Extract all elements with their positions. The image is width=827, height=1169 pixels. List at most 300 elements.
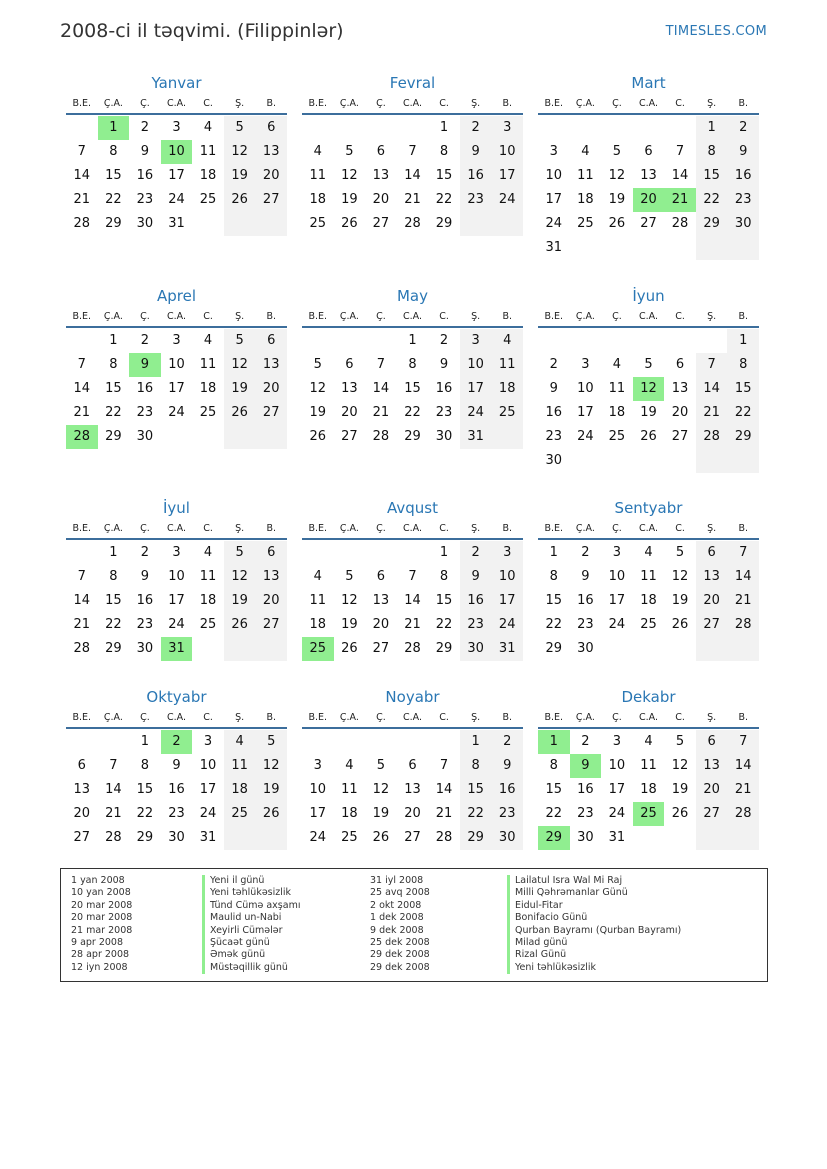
- day-cell: 8: [549, 758, 558, 773]
- legend-holiday-name: Yeni təhlükəsizlik: [507, 962, 681, 974]
- month-block: [538, 285, 759, 473]
- day-cell: 17: [168, 593, 185, 608]
- weekday-header: [302, 708, 523, 729]
- day-cell: 7: [109, 758, 118, 773]
- weekday-label: Ş.: [707, 311, 717, 322]
- day-cell: 2: [581, 734, 590, 749]
- empty-cell: [633, 449, 665, 473]
- month-block: [302, 686, 523, 850]
- legend-holiday-name: Müstəqillik günü: [202, 962, 300, 974]
- day-cell: 27: [341, 429, 358, 444]
- weekday-header: [302, 307, 523, 328]
- month-name: May: [396, 287, 428, 305]
- day-cell: 2: [140, 333, 150, 348]
- day-cell: 24: [491, 613, 523, 637]
- day-grid: [538, 730, 759, 850]
- legend-holiday-name: Bonifacio Günü: [507, 912, 681, 924]
- month-block: [66, 497, 287, 661]
- weekday-label: Ç.: [612, 311, 622, 322]
- day-cell: 11: [199, 144, 217, 159]
- day-cell: 4: [491, 329, 523, 353]
- day-cell: 14: [404, 593, 421, 608]
- day-cell: 1: [408, 333, 417, 348]
- day-cell: 5: [255, 730, 287, 754]
- day-cell: 13: [671, 381, 689, 396]
- day-cell: 5: [224, 116, 256, 140]
- day-cell: 5: [224, 541, 256, 565]
- day-cell: 25: [640, 617, 657, 632]
- weekday-label: B.: [502, 311, 513, 322]
- day-cell: 12: [671, 758, 689, 773]
- day-cell: 31: [608, 830, 626, 845]
- day-cell: 5: [612, 144, 622, 159]
- month-name: Sentyabr: [614, 499, 683, 517]
- weekday-label: Ç.: [140, 311, 150, 322]
- day-grid: [302, 730, 523, 850]
- day-cell: 17: [199, 782, 217, 797]
- weekday-label: Ş.: [471, 311, 481, 322]
- day-cell: 3: [491, 541, 523, 565]
- day-cell: 21: [73, 192, 91, 207]
- empty-cell: [255, 826, 287, 850]
- day-cell: 4: [644, 545, 653, 560]
- weekday-label: Ç.: [376, 523, 386, 534]
- day-cell: 14: [73, 381, 91, 396]
- day-cell: 11: [309, 168, 327, 183]
- weekday-label: B.E.: [544, 712, 564, 723]
- day-cell: 18: [199, 593, 217, 608]
- day-cell: 25: [633, 802, 665, 826]
- day-cell: 30: [545, 453, 563, 468]
- empty-cell: [334, 116, 366, 140]
- day-cell: 1: [140, 734, 150, 749]
- day-cell: 11: [199, 357, 217, 372]
- month-block: [538, 497, 759, 661]
- day-cell: 24: [168, 617, 185, 632]
- day-cell: 27: [73, 830, 91, 845]
- day-cell: 17: [168, 381, 185, 396]
- weekday-label: Ç.A.: [575, 311, 595, 322]
- day-cell: 10: [608, 758, 626, 773]
- day-cell: 30: [577, 830, 594, 845]
- weekday-label: C.A.: [403, 523, 423, 534]
- weekday-label: C.A.: [639, 311, 659, 322]
- day-cell: 8: [140, 758, 150, 773]
- weekday-label: Ç.: [376, 712, 386, 723]
- day-cell: 22: [435, 617, 453, 632]
- day-cell: 21: [435, 806, 453, 821]
- day-cell: 5: [313, 357, 322, 372]
- weekday-label: Ç.: [612, 523, 622, 534]
- day-cell: 9: [570, 754, 602, 778]
- day-cell: 13: [696, 565, 728, 589]
- day-cell: 14: [404, 168, 421, 183]
- day-cell: 23: [435, 405, 453, 420]
- day-cell: 30: [727, 212, 759, 236]
- day-cell: 22: [105, 617, 122, 632]
- day-grid: [538, 329, 759, 473]
- day-grid: [66, 329, 287, 449]
- weekday-label: B.: [266, 712, 277, 723]
- empty-cell: [696, 637, 728, 661]
- day-cell: 8: [696, 140, 728, 164]
- day-cell: 9: [460, 565, 492, 589]
- day-cell: 15: [727, 377, 759, 401]
- month-block: [538, 686, 759, 850]
- day-cell: 27: [372, 216, 390, 231]
- day-cell: 12: [224, 353, 256, 377]
- day-cell: 28: [73, 216, 91, 231]
- legend-holiday-name: Xeyirli Cümələr: [202, 925, 300, 937]
- legend-holiday-name: Qurban Bayramı (Qurban Bayramı): [507, 925, 681, 937]
- day-cell: 11: [224, 754, 256, 778]
- day-cell: 24: [577, 429, 594, 444]
- weekday-label: B.E.: [544, 98, 564, 109]
- day-cell: 16: [136, 381, 154, 396]
- day-cell: 24: [168, 192, 185, 207]
- day-cell: 6: [696, 541, 728, 565]
- day-cell: 11: [640, 758, 657, 773]
- weekday-label: C.: [203, 98, 213, 109]
- holiday-legend: [60, 868, 768, 982]
- day-cell: 12: [224, 140, 256, 164]
- day-cell: 8: [439, 144, 449, 159]
- day-cell: 9: [491, 754, 523, 778]
- day-cell: 14: [372, 381, 390, 396]
- day-cell: 29: [435, 641, 453, 656]
- day-cell: 5: [644, 357, 653, 372]
- month-name: İyul: [163, 499, 190, 517]
- day-cell: 24: [168, 405, 185, 420]
- month-block: [66, 285, 287, 449]
- weekday-label: B.E.: [72, 523, 92, 534]
- day-cell: 4: [203, 545, 213, 560]
- weekday-header: [538, 708, 759, 729]
- day-cell: 29: [460, 826, 492, 850]
- day-cell: 27: [696, 613, 728, 637]
- day-cell: 4: [345, 758, 354, 773]
- day-cell: 31: [168, 216, 185, 231]
- day-cell: 19: [224, 377, 256, 401]
- day-cell: 30: [136, 429, 154, 444]
- day-cell: 24: [491, 188, 523, 212]
- empty-cell: [633, 329, 665, 353]
- weekday-header: [66, 307, 287, 328]
- empty-cell: [397, 116, 429, 140]
- day-cell: 11: [640, 569, 657, 584]
- day-cell: 28: [66, 425, 98, 449]
- day-cell: 3: [203, 734, 213, 749]
- day-cell: 22: [460, 802, 492, 826]
- day-cell: 26: [224, 613, 256, 637]
- weekday-label: Ş.: [235, 712, 245, 723]
- month-name: Aprel: [156, 287, 197, 305]
- empty-cell: [224, 212, 256, 236]
- day-cell: 9: [140, 144, 150, 159]
- weekday-header: [66, 708, 287, 729]
- legend-date: 10 yan 2008: [71, 887, 131, 899]
- day-cell: 1: [549, 545, 558, 560]
- weekday-label: C.: [675, 523, 685, 534]
- day-cell: 1: [460, 730, 492, 754]
- day-cell: 2: [140, 120, 150, 135]
- day-cell: 10: [491, 565, 523, 589]
- weekday-label: C.: [203, 523, 213, 534]
- empty-cell: [365, 116, 397, 140]
- day-cell: 27: [671, 429, 689, 444]
- day-cell: 25: [199, 617, 217, 632]
- day-cell: 29: [538, 826, 570, 850]
- weekday-header: [66, 519, 287, 540]
- day-cell: 27: [255, 188, 287, 212]
- day-cell: 9: [140, 569, 150, 584]
- day-cell: 25: [608, 429, 626, 444]
- weekday-label: Ş.: [235, 523, 245, 534]
- day-cell: 15: [545, 782, 563, 797]
- day-cell: 21: [105, 806, 122, 821]
- day-cell: 6: [376, 144, 386, 159]
- day-cell: 16: [491, 778, 523, 802]
- day-cell: 4: [313, 569, 322, 584]
- brand-link[interactable]: TIMESLES.COM: [665, 24, 767, 39]
- weekday-label: B.E.: [544, 523, 564, 534]
- weekday-label: Ş.: [707, 712, 717, 723]
- day-cell: 16: [577, 782, 594, 797]
- day-cell: 30: [491, 826, 523, 850]
- day-cell: 25: [224, 802, 256, 826]
- empty-cell: [696, 236, 728, 260]
- weekday-label: B.E.: [308, 311, 328, 322]
- empty-cell: [255, 212, 287, 236]
- weekday-label: Ç.A.: [103, 523, 123, 534]
- weekday-label: B.E.: [544, 311, 564, 322]
- day-cell: 12: [341, 593, 358, 608]
- day-cell: 14: [73, 168, 91, 183]
- empty-cell: [664, 236, 696, 260]
- day-cell: 22: [435, 192, 453, 207]
- day-cell: 18: [224, 778, 256, 802]
- day-cell: 22: [727, 401, 759, 425]
- legend-holiday-name: Milad günü: [507, 937, 681, 949]
- weekday-label: C.: [675, 98, 685, 109]
- day-cell: 30: [136, 641, 154, 656]
- day-grid: [66, 730, 287, 850]
- day-grid: [302, 116, 523, 236]
- day-cell: 23: [136, 192, 154, 207]
- day-cell: 18: [341, 806, 358, 821]
- empty-cell: [664, 826, 696, 850]
- legend-date: 28 apr 2008: [71, 949, 130, 961]
- day-cell: 10: [309, 782, 327, 797]
- day-cell: 4: [224, 730, 256, 754]
- day-cell: 1: [727, 329, 759, 353]
- day-grid: [302, 329, 523, 449]
- day-cell: 24: [608, 806, 626, 821]
- legend-date: 9 dek 2008: [370, 924, 424, 936]
- day-cell: 30: [460, 637, 492, 661]
- weekday-label: B.: [502, 523, 513, 534]
- day-cell: 12: [671, 569, 689, 584]
- empty-cell: [570, 236, 602, 260]
- legend-holiday-name: Eidul-Fitar: [507, 900, 681, 912]
- day-cell: 6: [408, 758, 417, 773]
- day-cell: 4: [203, 120, 213, 135]
- weekday-header: [538, 307, 759, 328]
- weekday-label: B.: [266, 311, 277, 322]
- day-cell: 25: [199, 192, 217, 207]
- day-cell: 10: [545, 168, 563, 183]
- empty-cell: [601, 637, 633, 661]
- weekday-label: B.E.: [72, 311, 92, 322]
- day-cell: 2: [140, 545, 150, 560]
- day-cell: 17: [491, 164, 523, 188]
- day-cell: 19: [608, 192, 626, 207]
- month-block: [302, 72, 523, 236]
- weekday-label: B.E.: [72, 98, 92, 109]
- day-cell: 18: [199, 168, 217, 183]
- day-cell: 18: [309, 617, 327, 632]
- day-cell: 8: [439, 569, 449, 584]
- day-cell: 14: [73, 593, 91, 608]
- empty-cell: [633, 826, 665, 850]
- day-cell: 26: [608, 216, 626, 231]
- empty-cell: [664, 637, 696, 661]
- day-cell: 29: [105, 641, 122, 656]
- empty-cell: [365, 730, 397, 754]
- day-cell: 25: [309, 216, 327, 231]
- day-cell: 3: [460, 329, 492, 353]
- day-cell: 4: [203, 333, 213, 348]
- weekday-label: B.: [738, 523, 749, 534]
- day-cell: 5: [345, 569, 354, 584]
- day-cell: 21: [372, 405, 390, 420]
- day-cell: 6: [376, 569, 386, 584]
- day-cell: 7: [77, 357, 86, 372]
- day-cell: 8: [109, 357, 118, 372]
- day-cell: 14: [727, 565, 759, 589]
- weekday-label: Ç.A.: [103, 98, 123, 109]
- weekday-label: B.: [738, 98, 749, 109]
- day-grid: [66, 541, 287, 661]
- day-cell: 29: [727, 425, 759, 449]
- day-cell: 30: [168, 830, 185, 845]
- day-cell: 11: [608, 381, 626, 396]
- day-cell: 19: [224, 164, 256, 188]
- day-cell: 31: [491, 637, 523, 661]
- day-cell: 11: [341, 782, 358, 797]
- month-block: [538, 72, 759, 260]
- day-cell: 22: [696, 188, 728, 212]
- day-cell: 25: [577, 216, 594, 231]
- empty-cell: [224, 425, 256, 449]
- day-cell: 16: [168, 782, 185, 797]
- day-cell: 18: [309, 192, 327, 207]
- weekday-label: C.A.: [639, 712, 659, 723]
- empty-cell: [491, 212, 523, 236]
- empty-cell: [397, 730, 429, 754]
- weekday-label: C.: [675, 311, 685, 322]
- empty-cell: [66, 730, 98, 754]
- day-cell: 26: [671, 806, 689, 821]
- day-cell: 20: [696, 589, 728, 613]
- day-cell: 12: [372, 782, 390, 797]
- month-name: Dekabr: [621, 688, 676, 706]
- weekday-label: B.: [266, 98, 277, 109]
- empty-cell: [224, 637, 256, 661]
- day-cell: 16: [460, 589, 492, 613]
- day-cell: 23: [460, 188, 492, 212]
- day-cell: 28: [404, 216, 421, 231]
- weekday-header: [302, 519, 523, 540]
- day-cell: 7: [727, 541, 759, 565]
- legend-holiday-name: Milli Qəhrəmanlar Günü: [507, 887, 681, 899]
- day-cell: 13: [372, 593, 390, 608]
- empty-cell: [98, 730, 130, 754]
- day-cell: 26: [224, 188, 256, 212]
- day-cell: 19: [671, 782, 689, 797]
- day-cell: 19: [224, 589, 256, 613]
- legend-holiday-name: Lailatul Isra Wal Mi Raj: [507, 875, 681, 887]
- month-name: Noyabr: [385, 688, 440, 706]
- day-cell: 20: [255, 589, 287, 613]
- day-cell: 22: [404, 405, 421, 420]
- empty-cell: [570, 116, 602, 140]
- day-cell: 22: [136, 806, 154, 821]
- day-cell: 21: [404, 617, 421, 632]
- page-title: 2008-ci il təqvimi. (Filippinlər): [60, 20, 344, 42]
- day-cell: 26: [372, 830, 390, 845]
- day-cell: 19: [640, 405, 657, 420]
- day-cell: 6: [675, 357, 685, 372]
- day-cell: 14: [105, 782, 122, 797]
- legend-date: 1 yan 2008: [71, 875, 125, 886]
- empty-cell: [570, 329, 602, 353]
- empty-cell: [727, 637, 759, 661]
- legend-date: 2 okt 2008: [370, 899, 422, 911]
- month-block: [302, 497, 523, 661]
- day-cell: 10: [168, 357, 185, 372]
- day-cell: 13: [255, 565, 287, 589]
- legend-holiday-name: Maulid un-Nabi: [202, 912, 300, 924]
- day-cell: 28: [727, 802, 759, 826]
- weekday-label: Ç.: [376, 98, 386, 109]
- day-cell: 3: [612, 734, 622, 749]
- weekday-label: C.A.: [167, 712, 187, 723]
- day-cell: 27: [255, 613, 287, 637]
- day-cell: 9: [439, 357, 449, 372]
- day-cell: 27: [255, 401, 287, 425]
- day-cell: 19: [309, 405, 327, 420]
- day-cell: 3: [549, 144, 558, 159]
- day-cell: 8: [460, 754, 492, 778]
- empty-cell: [727, 449, 759, 473]
- day-cell: 17: [168, 168, 185, 183]
- day-cell: 1: [538, 730, 570, 754]
- empty-cell: [161, 425, 193, 449]
- day-cell: 16: [460, 164, 492, 188]
- day-cell: 22: [105, 192, 122, 207]
- day-cell: 24: [545, 216, 563, 231]
- day-cell: 13: [341, 381, 358, 396]
- weekday-label: Ç.A.: [339, 523, 359, 534]
- day-cell: 11: [491, 353, 523, 377]
- day-cell: 19: [341, 617, 358, 632]
- day-cell: 9: [172, 758, 181, 773]
- day-cell: 11: [309, 593, 327, 608]
- empty-cell: [633, 637, 665, 661]
- day-cell: 29: [404, 429, 421, 444]
- legend-holiday-name: Şücaət günü: [202, 937, 300, 949]
